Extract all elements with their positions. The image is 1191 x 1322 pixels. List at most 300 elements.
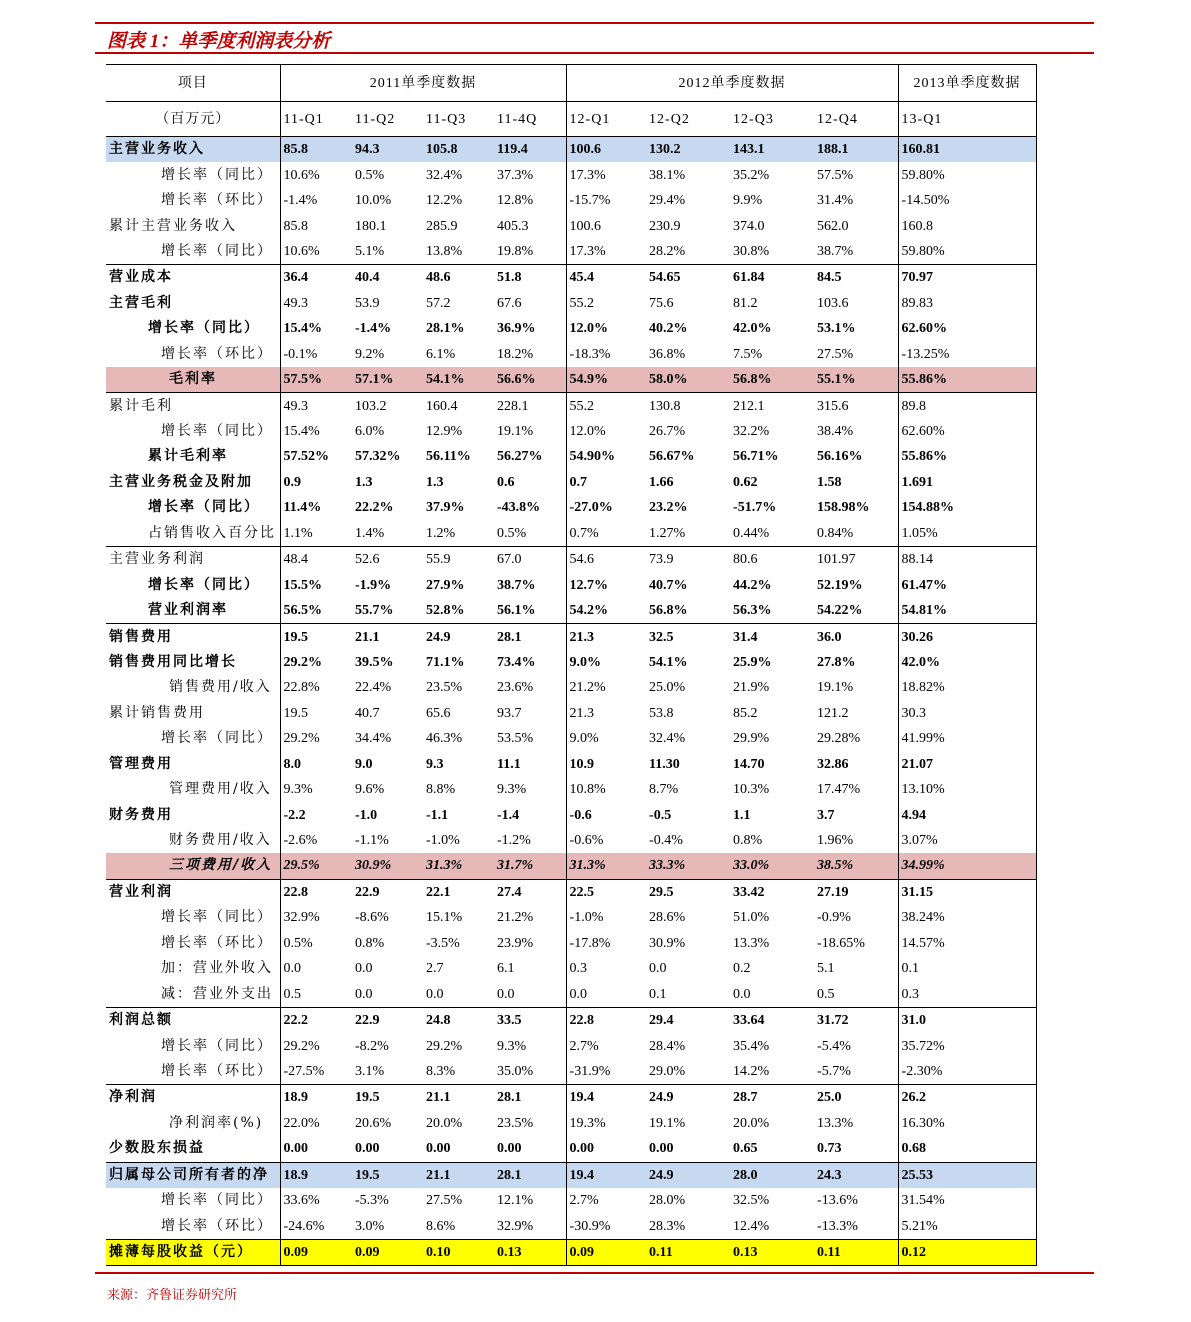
row-value: 0.09 <box>566 1239 646 1265</box>
row-value: 0.13 <box>730 1239 814 1265</box>
row-value: 28.1 <box>494 1162 566 1188</box>
row-value: 36.4 <box>280 265 352 291</box>
row-value: 45.4 <box>566 265 646 291</box>
table-row <box>106 1213 1036 1239</box>
row-value: 46.3% <box>426 731 463 747</box>
row-value: 9.3% <box>494 777 566 802</box>
row-value: 18.9 <box>280 1085 352 1111</box>
row-value: 19.5 <box>352 1162 423 1188</box>
bottom-rule <box>95 1272 1094 1274</box>
row-value: 119.4 <box>494 137 566 163</box>
row-value: -17.8% <box>569 935 611 951</box>
row-value: 56.67% <box>649 449 695 465</box>
row-value: 2.7 <box>426 961 444 977</box>
row-value: 85.8 <box>283 218 308 234</box>
row-value: 0.68 <box>898 1136 1036 1162</box>
row-value: 55.86% <box>898 367 1036 393</box>
row-value: 57.52% <box>283 449 329 465</box>
row-value: 10.0% <box>355 193 392 209</box>
row-value: -1.0% <box>569 910 604 926</box>
row-value: 89.83 <box>898 291 1036 316</box>
row-value: 4.94 <box>898 802 1036 827</box>
row-value: 21.3 <box>566 624 646 650</box>
row-value: 55.2 <box>569 295 595 311</box>
row-value: 61.84 <box>730 265 814 291</box>
row-value: 56.27% <box>494 444 566 469</box>
row-value: 38.5% <box>814 853 898 879</box>
row-label: 净利润 <box>106 1085 280 1111</box>
row-value: -5.4% <box>814 1033 898 1058</box>
row-value: 31.72 <box>814 1007 898 1033</box>
row-value: 31.3% <box>423 853 494 879</box>
row-value: 32.2% <box>733 424 770 440</box>
row-value: 28.0% <box>649 1193 686 1209</box>
row-label: 增长率（同比） <box>106 572 280 597</box>
row-value: 56.71% <box>733 449 779 465</box>
row-value: 28.6% <box>649 910 686 926</box>
header-year-2013: 2013单季度数据 <box>898 65 1036 102</box>
row-value: 21.2% <box>569 680 606 696</box>
row-value: 0.12 <box>898 1239 1036 1265</box>
row-value: 1.3 <box>355 474 373 490</box>
row-value: 19.5 <box>352 1085 423 1111</box>
row-value: 27.5% <box>426 1193 463 1209</box>
row-value: 24.8 <box>423 1007 494 1033</box>
header-row-quarters <box>106 102 1036 137</box>
row-value: 22.9 <box>352 879 423 905</box>
row-value: 51.0% <box>733 910 770 926</box>
row-value: 54.2% <box>569 603 609 619</box>
row-value: 56.3% <box>733 603 772 619</box>
row-label: 累计销售费用 <box>106 701 280 726</box>
row-value: 9.3 <box>426 756 444 772</box>
header-quarter: 12-Q1 <box>566 102 646 137</box>
row-value: 22.1 <box>423 879 494 905</box>
table-row <box>106 802 1036 827</box>
row-value: 21.1 <box>423 1085 494 1111</box>
row-label: 销售费用 <box>106 624 280 650</box>
row-value: 1.691 <box>898 470 1036 495</box>
row-value: 15.5% <box>283 577 322 593</box>
row-label: 摊薄每股收益（元） <box>106 1239 280 1265</box>
row-value: 22.4% <box>355 680 392 696</box>
row-value: 41.99% <box>898 726 1036 751</box>
table-row <box>106 598 1036 624</box>
row-value: 19.1% <box>814 675 898 700</box>
row-label: 增长率（同比） <box>106 495 280 520</box>
table-row <box>106 1111 1036 1136</box>
row-value: 56.6% <box>494 367 566 393</box>
row-value: 160.4 <box>423 393 494 419</box>
row-label: 三项费用/收入 <box>106 853 280 879</box>
row-value: 13.8% <box>426 243 463 259</box>
row-value: 32.4% <box>649 731 686 747</box>
row-value: 9.0% <box>569 731 599 747</box>
row-value: 1.58 <box>814 470 898 495</box>
row-label: 主营业务收入 <box>106 137 280 163</box>
row-value: 2.7% <box>569 1038 599 1054</box>
row-label: 销售费用/收入 <box>106 675 280 700</box>
table-row <box>106 624 1036 650</box>
row-value: 12.4% <box>733 1218 770 1234</box>
row-value: 14.70 <box>733 756 765 772</box>
row-label: 净利润率(%) <box>106 1111 280 1136</box>
row-value: 35.2% <box>733 167 770 183</box>
row-label: 增长率（同比） <box>106 726 280 751</box>
row-value: 38.24% <box>898 905 1036 930</box>
row-value: 32.5% <box>733 1193 770 1209</box>
row-label: 财务费用/收入 <box>106 828 280 853</box>
row-value: 10.9 <box>569 756 595 772</box>
row-value: 160.8 <box>898 213 1036 238</box>
row-value: 0.6 <box>494 470 566 495</box>
row-value: 212.1 <box>730 393 814 419</box>
row-value: 0.62 <box>733 474 758 490</box>
row-value: 1.27% <box>649 525 686 541</box>
row-value: 12.7% <box>569 577 609 593</box>
row-label: 少数股东损益 <box>106 1136 280 1162</box>
row-value: 3.7 <box>814 802 898 827</box>
row-value: 22.0% <box>283 1115 320 1131</box>
row-value: 562.0 <box>814 213 898 238</box>
row-value: 9.6% <box>355 782 385 798</box>
row-label: 增长率（环比） <box>106 342 280 367</box>
row-value: -13.25% <box>898 342 1036 367</box>
table-row <box>106 316 1036 341</box>
row-value: 228.1 <box>494 393 566 419</box>
row-value: 405.3 <box>494 213 566 238</box>
row-value: 54.81% <box>898 598 1036 624</box>
row-value: 105.8 <box>423 137 494 163</box>
row-value: 0.0 <box>426 986 444 1002</box>
row-value: 27.19 <box>814 879 898 905</box>
row-label: 主营毛利 <box>106 291 280 316</box>
row-value: 143.1 <box>730 137 814 163</box>
row-value: 38.7% <box>814 239 898 265</box>
table-row <box>106 470 1036 495</box>
row-value: 75.6 <box>649 295 674 311</box>
row-value: 29.0% <box>649 1063 686 1079</box>
row-value: 0.09 <box>352 1239 423 1265</box>
row-value: -1.0 <box>355 807 378 823</box>
row-value: 61.47% <box>898 572 1036 597</box>
row-value: -5.3% <box>355 1193 389 1209</box>
row-value: 28.3% <box>649 1218 686 1234</box>
table-row <box>106 853 1036 879</box>
row-value: -15.7% <box>569 193 611 209</box>
row-value: 0.65 <box>733 1141 758 1157</box>
row-value: 10.3% <box>733 782 770 798</box>
table-row <box>106 419 1036 444</box>
row-value: 19.8% <box>494 239 566 265</box>
row-label: 主营业务利润 <box>106 547 280 573</box>
row-value: 32.4% <box>426 167 463 183</box>
row-value: 48.4 <box>280 547 352 573</box>
row-value: 13.3% <box>733 935 770 951</box>
header-quarter: 12-Q3 <box>730 102 814 137</box>
row-value: -0.5 <box>649 807 672 823</box>
row-value: 29.2% <box>426 1038 463 1054</box>
row-value: 29.9% <box>733 731 770 747</box>
row-label: 加：营业外收入 <box>106 956 280 981</box>
row-value: 0.00 <box>426 1141 451 1157</box>
row-value: -1.2% <box>494 828 566 853</box>
row-value: -14.50% <box>898 188 1036 213</box>
row-value: 9.9% <box>733 193 763 209</box>
row-value: 23.5% <box>426 680 463 696</box>
row-value: 53.9 <box>355 295 380 311</box>
row-value: 67.0 <box>494 547 566 573</box>
row-value: 54.1% <box>649 654 688 670</box>
row-value: 19.1% <box>649 1115 686 1131</box>
row-value: 52.19% <box>814 572 898 597</box>
row-value: -0.6% <box>569 833 604 849</box>
row-value: 0.00 <box>283 1141 308 1157</box>
row-value: 39.5% <box>355 654 394 670</box>
row-value: 0.1 <box>898 956 1036 981</box>
row-value: -1.1% <box>355 833 389 849</box>
row-value: 18.2% <box>494 342 566 367</box>
row-value: 29.2% <box>283 731 320 747</box>
header-year-2012: 2012单季度数据 <box>566 65 898 102</box>
table-row <box>106 752 1036 777</box>
row-value: 158.98% <box>814 495 898 520</box>
row-value: 0.44% <box>733 525 770 541</box>
row-value: 5.21% <box>898 1213 1036 1239</box>
row-value: 89.8 <box>898 393 1036 419</box>
row-value: -27.0% <box>569 500 613 516</box>
row-value: 31.4 <box>730 624 814 650</box>
row-value: 14.57% <box>898 931 1036 956</box>
row-value: 12.0% <box>569 321 609 337</box>
table-row <box>106 1188 1036 1213</box>
row-value: 27.9% <box>426 577 465 593</box>
row-value: 56.1% <box>494 598 566 624</box>
row-value: 30.3 <box>898 701 1036 726</box>
row-value: 14.2% <box>733 1063 770 1079</box>
row-value: 1.66 <box>649 474 674 490</box>
row-value: 7.5% <box>733 346 763 362</box>
row-value: 17.3% <box>569 243 606 259</box>
row-value: -13.3% <box>814 1213 898 1239</box>
row-value: 27.5% <box>814 342 898 367</box>
row-label: 增长率（环比） <box>106 188 280 213</box>
row-value: -30.9% <box>569 1218 611 1234</box>
row-value: 40.2% <box>649 321 688 337</box>
row-value: 49.3 <box>283 295 308 311</box>
row-value: 5.1 <box>814 956 898 981</box>
row-value: 55.2 <box>566 393 646 419</box>
row-value: 80.6 <box>730 547 814 573</box>
row-value: 19.4 <box>566 1085 646 1111</box>
row-label: 增长率（同比） <box>106 239 280 265</box>
table-row <box>106 981 1036 1007</box>
header-quarter: 11-Q2 <box>352 102 423 137</box>
row-label: 营业利润 <box>106 879 280 905</box>
row-value: 285.9 <box>426 218 458 234</box>
row-value: 29.28% <box>814 726 898 751</box>
row-value: 34.4% <box>355 731 392 747</box>
row-value: 56.8% <box>649 603 688 619</box>
table-row <box>106 265 1036 291</box>
row-value: 1.1 <box>733 807 751 823</box>
row-value: 22.9 <box>352 1007 423 1033</box>
row-value: 6.1% <box>426 346 456 362</box>
row-value: 0.00 <box>649 1141 674 1157</box>
table-row <box>106 1007 1036 1033</box>
row-value: 2.7% <box>569 1193 599 1209</box>
row-value: 56.11% <box>426 449 471 465</box>
row-value: 17.47% <box>814 777 898 802</box>
row-value: 0.00 <box>494 1136 566 1162</box>
table-row <box>106 213 1036 238</box>
row-value: 22.8 <box>280 879 352 905</box>
row-value: 29.5 <box>646 879 730 905</box>
row-value: 23.2% <box>649 500 688 516</box>
table-row <box>106 828 1036 853</box>
row-value: 81.2 <box>733 295 758 311</box>
row-value: 188.1 <box>814 137 898 163</box>
row-value: 0.3 <box>569 961 588 977</box>
row-value: 12.2% <box>426 193 463 209</box>
row-value: 57.1% <box>352 367 423 393</box>
row-value: 22.5 <box>566 879 646 905</box>
row-label: 增长率（环比） <box>106 1213 280 1239</box>
row-label: 管理费用/收入 <box>106 777 280 802</box>
table-row <box>106 367 1036 393</box>
row-value: 0.0 <box>569 986 588 1002</box>
table-row <box>106 162 1036 187</box>
row-value: 71.1% <box>426 654 465 670</box>
row-value: 35.4% <box>733 1038 770 1054</box>
row-value: 54.6 <box>566 547 646 573</box>
row-value: 0.8% <box>355 935 385 951</box>
row-value: 40.7 <box>355 705 380 721</box>
table-row <box>106 675 1036 700</box>
row-label: 减：营业外支出 <box>106 981 280 1007</box>
row-value: -1.4% <box>283 193 318 209</box>
row-value: 54.65 <box>646 265 730 291</box>
row-value: 36.0 <box>814 624 898 650</box>
row-value: 27.8% <box>814 650 898 675</box>
row-value: 58.0% <box>646 367 730 393</box>
row-value: 1.05% <box>898 521 1036 547</box>
row-value: 0.0 <box>649 961 667 977</box>
row-value: 1.2% <box>426 525 456 541</box>
row-value: 6.1 <box>494 956 566 981</box>
row-label: 占销售收入百分比 <box>106 521 280 547</box>
row-value: 180.1 <box>355 218 387 234</box>
figure-title: 图表 1：单季度利润表分析 <box>107 31 331 52</box>
row-value: 62.60% <box>898 316 1036 341</box>
row-value: 67.6 <box>494 291 566 316</box>
row-value: -1.0% <box>426 833 460 849</box>
row-value: 42.0% <box>898 650 1036 675</box>
table-row <box>106 137 1036 163</box>
row-label: 主营业务税金及附加 <box>106 470 280 495</box>
row-value: 32.9% <box>283 910 320 926</box>
row-value: 24.9 <box>646 1162 730 1188</box>
row-value: 35.72% <box>898 1033 1036 1058</box>
table-row <box>106 1136 1036 1162</box>
row-value: 315.6 <box>814 393 898 419</box>
row-value: 9.3% <box>494 1033 566 1058</box>
table-row <box>106 393 1036 419</box>
row-value: 32.5 <box>646 624 730 650</box>
row-value: 5.1% <box>355 243 385 259</box>
row-label: 增长率（同比） <box>106 905 280 930</box>
row-value: 0.5% <box>494 521 566 547</box>
row-value: 28.1 <box>494 624 566 650</box>
row-value: 0.3 <box>898 981 1036 1007</box>
row-value: 54.9% <box>566 367 646 393</box>
row-value: -1.1 <box>426 807 449 823</box>
row-value: 26.7% <box>649 424 686 440</box>
row-value: 0.7% <box>569 525 599 541</box>
table-row <box>106 291 1036 316</box>
row-value: 0.11 <box>646 1239 730 1265</box>
row-value: 24.9 <box>423 624 494 650</box>
row-value: 38.7% <box>494 572 566 597</box>
row-value: 73.4% <box>494 650 566 675</box>
row-value: 0.0 <box>283 961 301 977</box>
row-value: 374.0 <box>733 218 765 234</box>
row-value: 10.8% <box>569 782 606 798</box>
row-value: 12.9% <box>426 424 463 440</box>
row-value: 25.9% <box>733 654 772 670</box>
table-row <box>106 572 1036 597</box>
row-value: 1.4% <box>355 525 385 541</box>
row-value: 33.64 <box>730 1007 814 1033</box>
row-label: 销售费用同比增长 <box>106 650 280 675</box>
row-value: 42.0% <box>733 321 772 337</box>
row-value: 57.5% <box>280 367 352 393</box>
table-row <box>106 905 1036 930</box>
row-value: 53.5% <box>494 726 566 751</box>
row-value: 15.1% <box>426 910 463 926</box>
row-value: 52.6 <box>352 547 423 573</box>
row-value: 22.8 <box>566 1007 646 1033</box>
header-quarter: 12-Q4 <box>814 102 898 137</box>
row-value: 0.0 <box>494 981 566 1007</box>
row-value: 34.99% <box>898 853 1036 879</box>
row-value: 1.3 <box>426 474 444 490</box>
row-value: 0.7 <box>569 474 588 490</box>
row-value: 57.2 <box>426 295 451 311</box>
row-value: -0.1% <box>283 346 318 362</box>
row-value: -18.65% <box>814 931 898 956</box>
row-value: 11.1 <box>494 752 566 777</box>
row-value: 23.5% <box>494 1111 566 1136</box>
row-value: 0.5 <box>814 981 898 1007</box>
row-value: -0.4% <box>649 833 683 849</box>
row-value: -31.9% <box>569 1063 611 1079</box>
row-value: 53.1% <box>814 316 898 341</box>
table-row <box>106 1239 1036 1265</box>
row-value: 37.9% <box>426 500 465 516</box>
row-value: 54.22% <box>814 598 898 624</box>
table-row <box>106 879 1036 905</box>
row-label: 累计主营业务收入 <box>106 213 280 238</box>
row-value: 3.0% <box>355 1218 385 1234</box>
row-value: 21.9% <box>733 680 770 696</box>
header-item: 项目 <box>106 65 280 102</box>
row-value: 51.8 <box>494 265 566 291</box>
row-value: 9.0 <box>355 756 373 772</box>
row-value: 19.4 <box>566 1162 646 1188</box>
row-value: 30.26 <box>898 624 1036 650</box>
row-value: 36.8% <box>649 346 686 362</box>
